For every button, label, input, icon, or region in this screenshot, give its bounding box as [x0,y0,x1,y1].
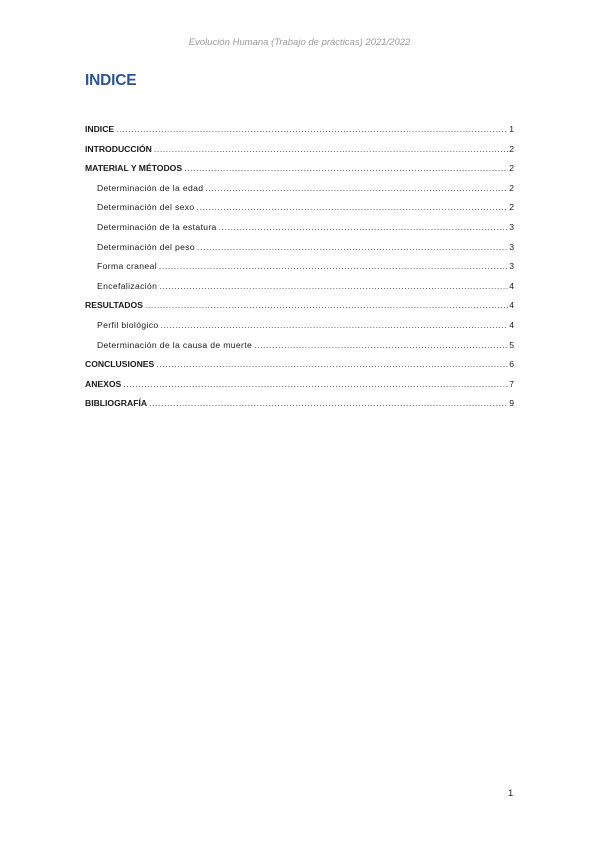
toc-entry[interactable] [85,340,514,360]
toc-leader-dots [197,202,509,212]
toc-leader-dots [184,163,508,173]
toc-leader-dots [123,379,508,389]
toc-leader-dots [219,222,509,232]
toc-entry[interactable] [85,124,514,144]
toc-entry[interactable] [85,379,514,399]
toc-entry-page: 7 [509,378,514,389]
toc-entry-label: RESULTADOS [85,300,143,311]
toc-entry[interactable] [85,320,514,340]
toc-entry[interactable] [85,300,514,320]
toc-entry-label: Forma craneal [97,261,157,272]
toc-entry[interactable] [85,398,514,418]
toc-entry-page: 4 [509,300,514,311]
toc-title: INDICE [85,72,137,89]
toc-entry-page: 4 [509,280,514,291]
toc-entry[interactable] [85,144,514,164]
toc-entry[interactable] [85,222,514,242]
toc-entry-label: MATERIAL Y MÉTODOS [85,163,183,174]
toc-entry-page: 6 [509,359,514,370]
toc-leader-dots [254,340,508,350]
toc-entry-label: INTRODUCCIÓN [85,143,152,154]
toc-leader-dots [159,261,508,271]
toc-entry-page: 2 [509,202,514,213]
toc-entry[interactable] [85,202,514,222]
toc-leader-dots [154,144,508,154]
toc-leader-dots [159,281,508,291]
toc-entry[interactable] [85,183,514,203]
toc-leader-dots [161,320,509,330]
toc-entry-label: Perfil biológico [97,319,159,330]
toc-entry[interactable] [85,281,514,301]
toc-entry-page: 2 [509,182,514,193]
toc-entry-label: Determinación de la estatura [97,221,217,232]
toc-entry-label: BIBLIOGRAFÍA [85,398,148,409]
toc-entry[interactable] [85,163,514,183]
toc-entry-page: 3 [509,261,514,272]
toc-entry-label: CONCLUSIONES [85,359,155,370]
toc-entry-label: Determinación del peso [97,241,195,252]
toc-entry-page: 3 [509,241,514,252]
toc-entry-page: 2 [509,143,514,154]
toc-entry-page: 4 [509,319,514,330]
toc-entry-label: Determinación del sexo [97,202,195,213]
toc-entry-label: ANEXOS [85,378,122,389]
toc-entry-page: 5 [509,339,514,350]
toc-entry-page: 2 [509,163,514,174]
toc-entry-label: INDICE [85,124,115,134]
toc-leader-dots [116,124,508,134]
toc-entry[interactable] [85,359,514,379]
table-of-contents [85,124,514,418]
toc-leader-dots [205,183,508,193]
toc-entry-label: Determinación de la causa de muerte [97,339,253,350]
toc-entry[interactable] [85,261,514,281]
toc-leader-dots [149,398,508,408]
toc-entry-page: 9 [509,398,514,409]
toc-leader-dots [156,359,508,369]
toc-entry-page: 1 [509,124,514,134]
toc-leader-dots [145,300,508,310]
toc-entry-label: Determinación de la edad [97,182,204,193]
toc-entry-page: 3 [509,221,514,232]
toc-entry-label: Encefalización [97,280,158,291]
page-number: 1 [508,788,514,799]
page-header: Evolución Humana (Trabajo de prácticas) 2021/2022 [188,37,411,48]
toc-entry[interactable] [85,242,514,262]
toc-leader-dots [197,242,508,252]
